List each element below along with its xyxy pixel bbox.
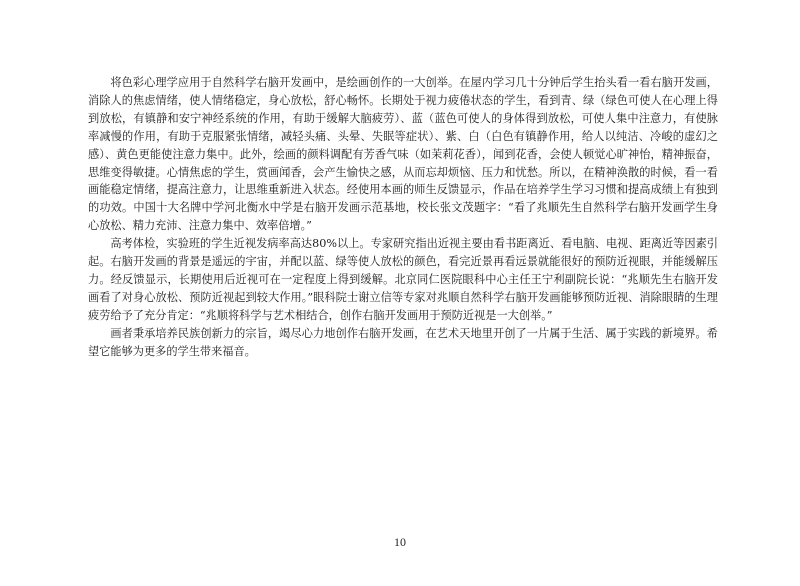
page-number: 10 <box>394 535 406 549</box>
paragraph-conclusion: 画者秉承培养民族创新力的宗旨，竭尽心力地创作右脑开发画，在艺术天地里开创了一片属于生活、属于实践的新境界。希望它能够为更多的学生带来福音。 <box>88 326 718 358</box>
body-text <box>88 74 718 361</box>
paragraph-color-psychology: 将色彩心理学应用于自然科学右脑开发画中，是绘画创作的一大创举。在屋内学习几十分钟后学生抬头看一看右脑开发画，消除人的焦虑情绪，使人情绪稳定，身心放松，舒心畅怀。长期处于视力疲倦状态的学生，看到青、绿（绿色可使人在心理上得到放松，有镇静和安宁神经系统的作用，有助于缓解大脑疲劳）、蓝（蓝色可使人的身体得到放松，可使人集中注意力，有使脉率减慢的作用，有助于克服紧张情绪，减轻头痛、头晕、失眠等症状）、紫、白（白色有镇静作用，给人以纯洁、冷峻的虚幻之感）、黄色更能使注意力集中。此外，绘画的颜料调配有芳香气味（如茉莉花香），闻到花香，会使人顿觉心旷神怡，精神振奋，思维变得敏捷。心情焦虑的学生，赏画闻香，会产生愉快之感，从而忘却烦恼、压力和忧愁。所以，在精神涣散的时候，看一看画能稳定情绪，提高注意力，让思维重新进入状态。经使用本画的师生反馈显示，作品在培养学生学习习惯和提高成绩上有独到的功效。中国十大名牌中学河北衡水中学是右脑开发画示范基地，校长张文茂题字：“看了兆顺先生自然科学右脑开发画学生身心放松、精力充沛、注意力集中、效率倍增。” <box>88 76 718 233</box>
paragraph-myopia: 高考体检，实验班的学生近视发病率高达80%以上。专家研究指出近视主要由看书距离近、看电脑、电视、距离近等因素引起。右脑开发画的背景是遥远的宇宙，并配以蓝、绿等使人放松的颜色，看完近景再看远景就能很好的预防近视眼，并能缓解压力。经反馈显示，长期使用后近视可在一定程度上得到缓解。北京同仁医院眼科中心主任王宁利副院长说：“兆顺先生右脑开发画看了对身心放松、预防近视起到较大作用。”眼科院士谢立信等专家对兆顺自然科学右脑开发画能够预防近视、消除眼睛的生理疲劳给予了充分肯定：“兆顺将科学与艺术相结合，创作右脑开发画用于预防近视是一大创举。” <box>88 237 718 322</box>
